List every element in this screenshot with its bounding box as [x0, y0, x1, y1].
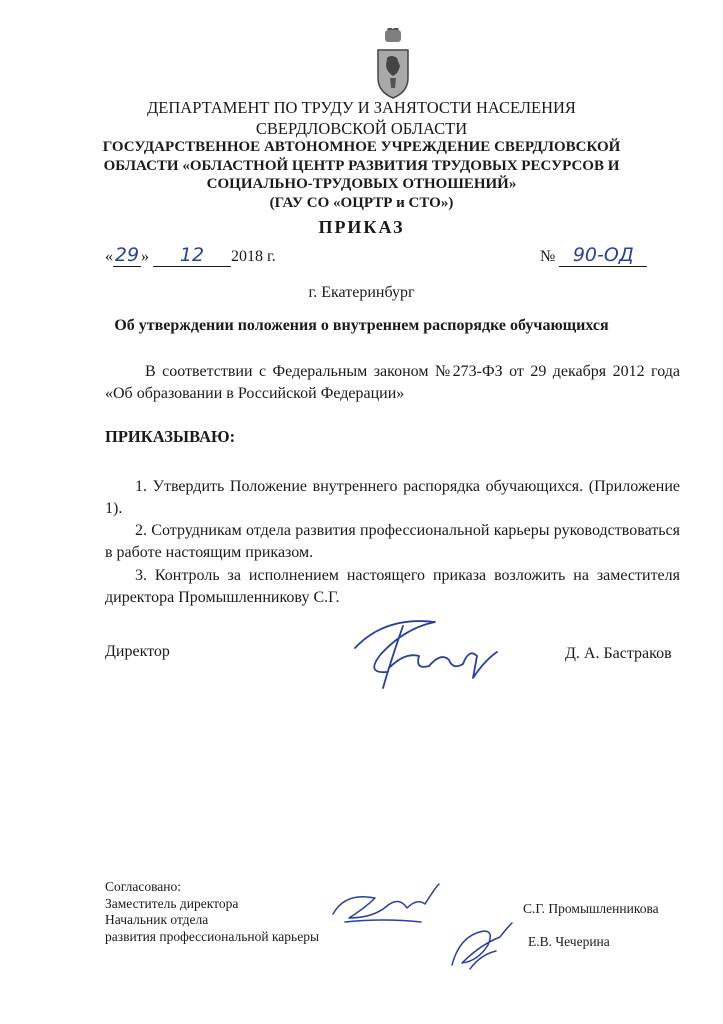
date-open-quote: « [105, 248, 113, 265]
number-sign: № [540, 248, 556, 265]
order-heading: ПРИКАЗЫВАЮ: [105, 427, 236, 446]
approval-role-2-line-2: развития профессиональной карьеры [105, 928, 320, 944]
approval-role-2-line-1: Начальник отдела [105, 912, 209, 927]
date-close-quote: » [141, 248, 149, 265]
department-name [0, 97, 723, 139]
department-line-2: СВЕРДЛОВСКОЙ ОБЛАСТИ [255, 119, 468, 138]
approval-heading: Согласовано: [105, 879, 181, 894]
approval-name-2: Е.В. Чечерина [528, 934, 610, 949]
institution-line-1: ГОСУДАРСТВЕННОЕ АВТОНОМНОЕ УЧРЕЖДЕНИЕ СВЕРДЛОВСКОЙ [102, 139, 621, 155]
date-day: 29 [114, 244, 140, 266]
signatory-name: Д. А. Бастраков [565, 645, 672, 662]
document-title: ПРИКАЗ [318, 217, 405, 237]
document-date [105, 244, 276, 267]
coat-of-arms-icon [375, 28, 411, 100]
city: г. Екатеринбург [308, 284, 415, 301]
signatory-role: Директор [105, 643, 170, 660]
department-line-1: ДЕПАРТАМЕНТ ПО ТРУДУ И ЗАНЯТОСТИ НАСЕЛЕНИЯ [147, 98, 576, 117]
director-signature [345, 608, 515, 698]
order-item-2: 2. Сотрудникам отдела развития профессиональной карьеры руководствоваться в работе настоящим приказом. [105, 522, 680, 561]
order-item-1: 1. Утвердить Положение внутреннего распорядка обучающихся. (Приложение 1). [105, 478, 680, 517]
document-number [540, 244, 647, 267]
approval-role-1: Заместитель директора [105, 895, 239, 911]
approval-name-1: С.Г. Промышленникова [523, 901, 659, 916]
approval-block [105, 879, 319, 945]
document-subject: Об утверждении положения о внутреннем распорядке обучающихся [114, 317, 609, 334]
deputy-signature [325, 878, 445, 933]
institution-line-3: СОЦИАЛЬНО-ТРУДОВЫХ ОТНОШЕНИЙ» [206, 176, 517, 192]
number-value: 90-ОД [559, 244, 647, 267]
institution-line-4: (ГАУ СО «ОЦРТР и СТО») [269, 194, 454, 211]
institution-line-2: ОБЛАСТИ «ОБЛАСТНОЙ ЦЕНТР РАЗВИТИЯ ТРУДОВЫХ РЕСУРСОВ И [103, 157, 620, 174]
date-year: 2018 г. [231, 248, 276, 265]
legal-basis: В соответствии с Федеральным законом №273-ФЗ от 29 декабря 2012 года «Об образовании в Российской Федерации» [105, 363, 680, 402]
institution-name [0, 138, 723, 212]
department-head-signature [440, 915, 520, 975]
date-month: 12 [153, 244, 231, 267]
order-item-3: 3. Контроль за исполнением настоящего приказа возложить на заместителя директора Промышленникову С.Г. [105, 567, 680, 606]
